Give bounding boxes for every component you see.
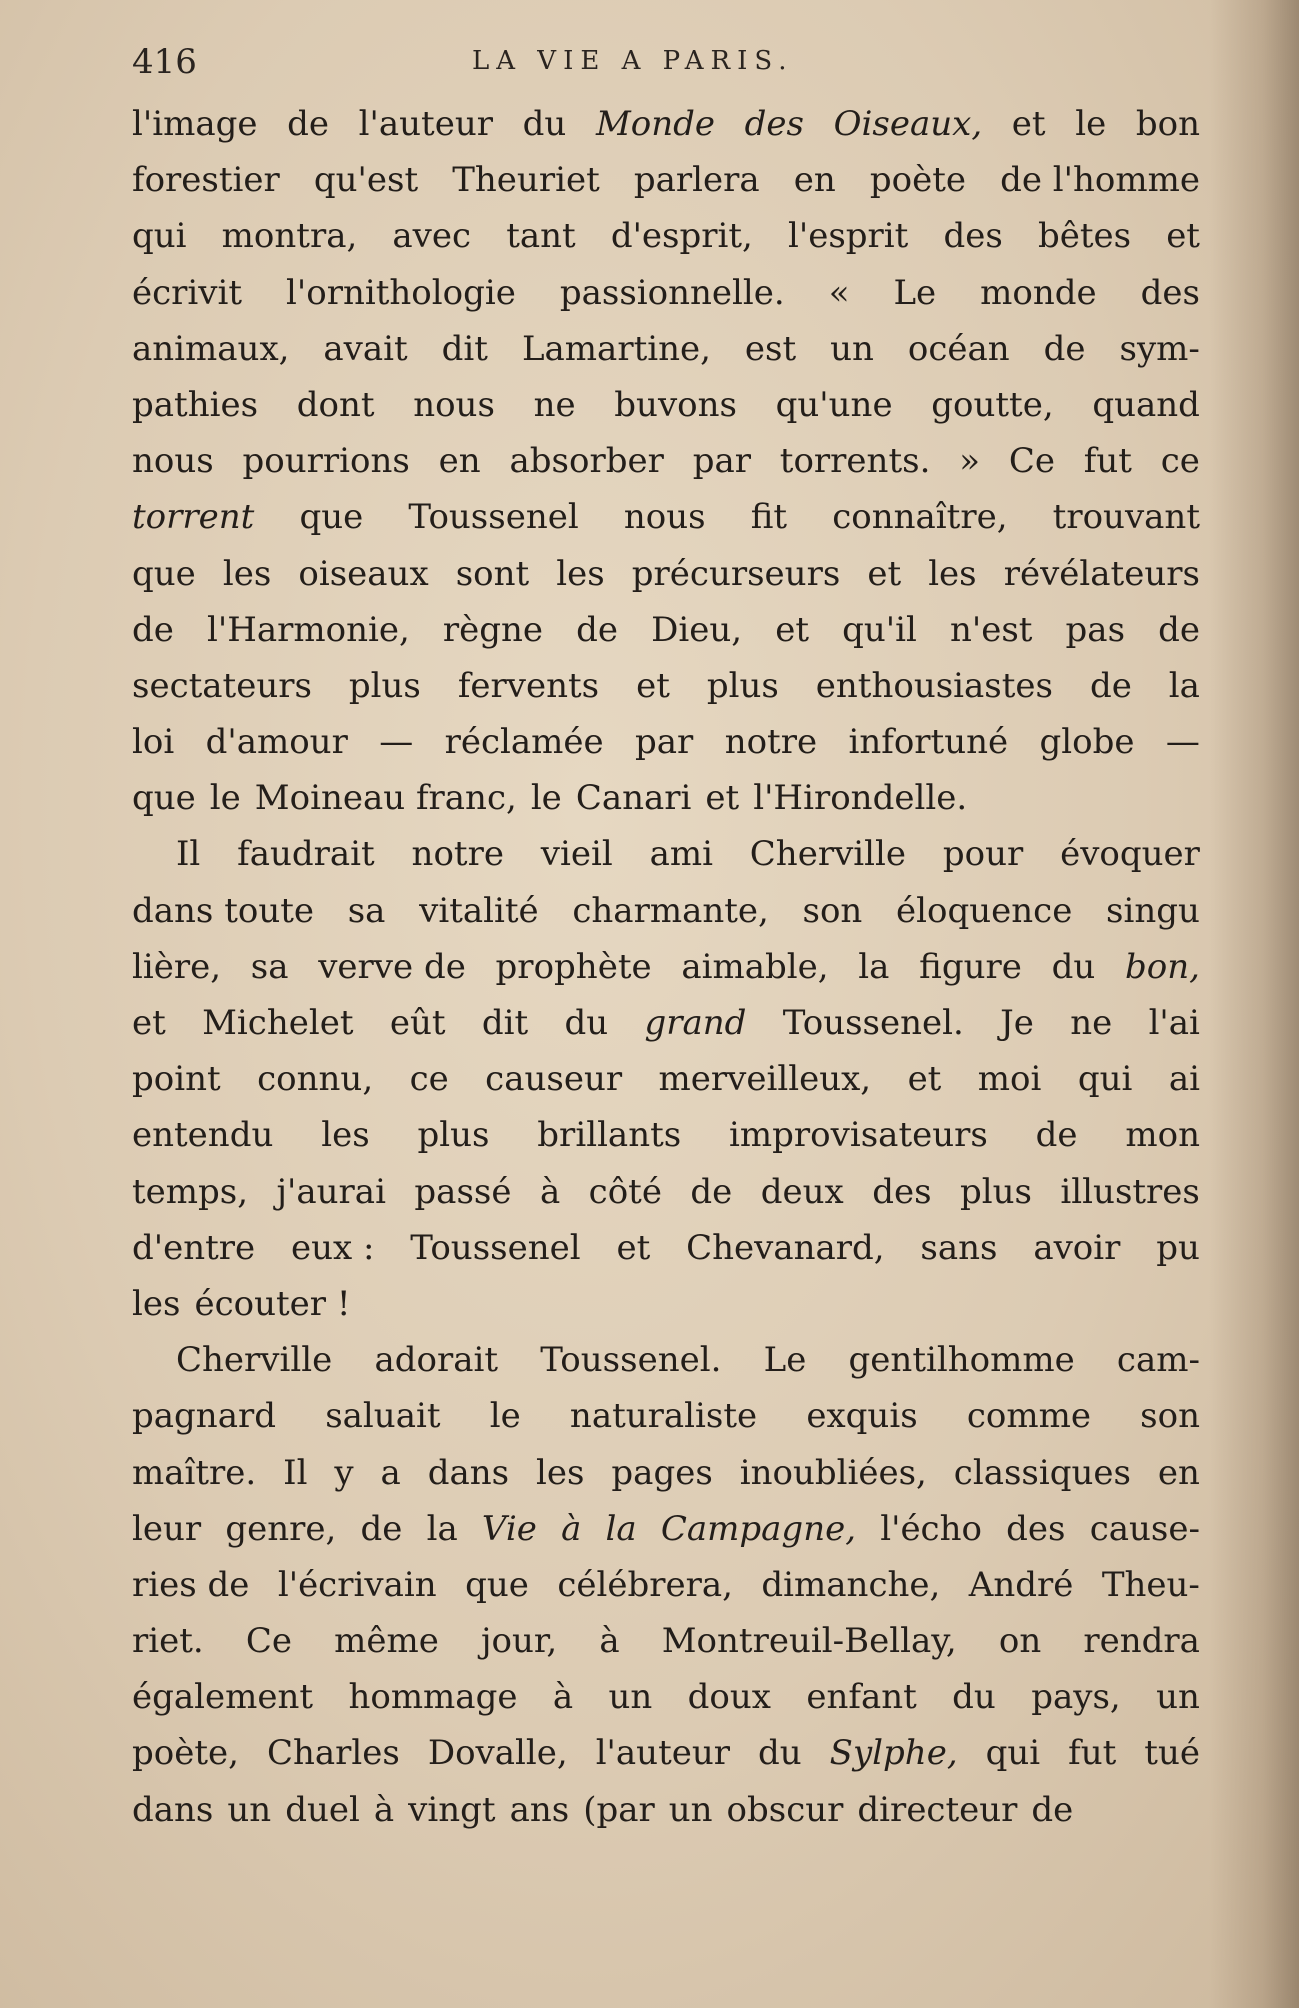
word: Le: [763, 1340, 807, 1381]
word: trouvant: [1052, 497, 1200, 538]
word: connaître,: [832, 497, 1008, 538]
word: les: [556, 553, 605, 594]
word: Toussenel: [410, 1227, 581, 1268]
word: faudrait: [237, 834, 375, 875]
text-line: [132, 1782, 1200, 1838]
text-line: [132, 1501, 1200, 1557]
word: brillants: [537, 1115, 682, 1156]
word: rendra: [1083, 1621, 1200, 1662]
word: avait: [323, 328, 408, 369]
word: des: [1006, 1508, 1066, 1549]
word: un: [227, 1789, 272, 1830]
word: du: [952, 1677, 996, 1718]
word: «: [828, 272, 850, 313]
text-line: [132, 826, 1200, 882]
word: comme: [966, 1396, 1091, 1437]
word: André: [968, 1564, 1074, 1605]
word: l'Harmonie,: [206, 609, 410, 650]
word: qui: [1077, 1059, 1133, 1100]
word: gentilhomme: [848, 1340, 1075, 1381]
word: on: [998, 1621, 1042, 1662]
word: monde: [980, 272, 1097, 313]
word: de l'homme: [1000, 160, 1200, 201]
word: d'esprit,: [610, 216, 753, 257]
word: côté: [588, 1171, 662, 1212]
word: dit: [481, 1003, 529, 1043]
word: pourrions: [242, 441, 410, 482]
word: j'aurai: [276, 1171, 386, 1212]
word: pas: [1065, 609, 1126, 650]
word: passé: [414, 1171, 512, 1212]
word: maître.: [132, 1452, 257, 1493]
text-line: [132, 1276, 1200, 1332]
text-line: [132, 1164, 1200, 1220]
word: riet.: [132, 1621, 204, 1662]
word: plus: [959, 1171, 1032, 1212]
word: notre: [411, 834, 504, 875]
word: Toussenel: [408, 497, 579, 538]
word: les: [132, 1283, 181, 1324]
text-line: [132, 1051, 1200, 1107]
word: Theu-: [1101, 1564, 1200, 1605]
text-line: [132, 1388, 1200, 1444]
word: Monde: [595, 104, 716, 144]
text-line: [132, 1107, 1200, 1163]
word: fut: [1083, 441, 1132, 482]
word: également: [132, 1677, 314, 1718]
word: de: [1158, 609, 1200, 650]
word: quand: [1092, 384, 1200, 425]
word: saluait: [325, 1396, 441, 1437]
word: tant: [506, 216, 576, 257]
word: ne: [533, 384, 576, 425]
paragraph: [132, 1332, 1200, 1838]
word: sa: [250, 946, 289, 987]
word: des: [943, 216, 1003, 257]
gutter-shadow: [1209, 0, 1299, 2008]
word: l'ai: [1148, 1003, 1200, 1043]
word: a: [380, 1452, 401, 1493]
word: »: [959, 441, 980, 482]
word: même: [334, 1621, 439, 1662]
word: connu,: [257, 1059, 374, 1100]
word: les: [321, 1115, 370, 1156]
word: de: [360, 1508, 403, 1549]
word: figure: [919, 946, 1022, 987]
word: eux :: [291, 1227, 375, 1268]
word: point: [132, 1059, 221, 1100]
word: nous: [132, 441, 214, 482]
word: notre: [724, 722, 818, 763]
word: Il: [176, 834, 201, 875]
word: à: [599, 1621, 620, 1662]
word: deux: [760, 1171, 844, 1212]
word: plus: [348, 665, 421, 706]
word: Dieu,: [651, 609, 743, 650]
word: dans: [427, 1452, 510, 1493]
word: Lamartine,: [521, 328, 711, 369]
word: son: [1140, 1396, 1200, 1437]
word: dit: [441, 328, 488, 369]
word: dont: [296, 384, 375, 425]
word: de: [1089, 665, 1132, 706]
word: l'auteur: [358, 104, 493, 144]
text-line: [132, 96, 1200, 152]
word: leur: [132, 1508, 202, 1549]
word: —: [1165, 722, 1200, 763]
word: qu'une: [775, 384, 893, 425]
word: buvons: [614, 384, 737, 425]
word: et: [132, 1003, 166, 1043]
word: eût: [389, 1003, 446, 1043]
word: l'Hirondelle.: [753, 778, 968, 819]
word: un: [830, 328, 874, 369]
word: que: [132, 778, 196, 819]
word: à: [373, 1789, 395, 1830]
word: Moineau franc,: [254, 778, 517, 819]
word: le: [530, 778, 562, 819]
word: hommage: [348, 1677, 518, 1718]
word: ne: [1070, 1003, 1113, 1043]
word: écouter !: [194, 1283, 351, 1324]
word: ce: [1160, 441, 1200, 482]
word: de: [576, 609, 619, 650]
word: prophète: [495, 946, 652, 987]
paragraph: [132, 826, 1200, 1332]
word: du: [758, 1733, 802, 1774]
word: du: [1051, 946, 1096, 987]
word: du: [522, 104, 567, 144]
word: jour,: [480, 1621, 558, 1662]
word: absorber: [509, 441, 664, 482]
word: enthousiastes: [815, 665, 1053, 706]
word: genre,: [225, 1508, 337, 1549]
word: et: [775, 609, 809, 650]
word: qu'il: [842, 609, 917, 650]
word: improvisateurs: [729, 1115, 988, 1156]
body-text: [132, 96, 1200, 1838]
word: ami: [649, 834, 713, 875]
word: sont: [455, 553, 530, 594]
text-line: [132, 1445, 1200, 1501]
text-line: [132, 1725, 1200, 1781]
word: un: [1156, 1677, 1200, 1718]
word: qui: [985, 1733, 1041, 1774]
word: Cherville: [176, 1340, 333, 1381]
word: est: [744, 328, 797, 369]
text-line: [132, 1557, 1200, 1613]
word: Toussenel.: [540, 1340, 722, 1381]
word: pagnard: [132, 1396, 276, 1437]
word: Charles: [266, 1733, 400, 1774]
word: écrivit: [132, 272, 243, 313]
word: vingt: [408, 1789, 496, 1830]
word: de: [1035, 1115, 1078, 1156]
word: duel: [285, 1789, 360, 1830]
paragraph: [132, 96, 1200, 826]
word: obscur: [726, 1789, 844, 1830]
word: le: [489, 1396, 521, 1437]
word: —: [379, 722, 414, 763]
word: ries de: [132, 1564, 250, 1605]
word: bon,: [1124, 946, 1200, 987]
word: poète: [869, 160, 967, 201]
word: et: [705, 778, 740, 819]
word: de: [690, 1171, 733, 1212]
word: des: [872, 1171, 932, 1212]
word: dans: [132, 1789, 214, 1830]
text-line: [132, 714, 1200, 770]
word: Canari: [575, 778, 692, 819]
word: les: [222, 553, 272, 594]
word: et: [907, 1059, 942, 1100]
word: nous: [623, 497, 706, 538]
text-line: [132, 883, 1200, 939]
word: dimanche,: [761, 1564, 941, 1605]
word: la: [605, 1508, 637, 1549]
running-head: [132, 36, 1192, 86]
word: de: [287, 104, 330, 144]
word: que: [299, 497, 364, 538]
word: d'entre: [132, 1227, 256, 1268]
word: illustres: [1060, 1171, 1200, 1212]
word: moi: [977, 1059, 1042, 1100]
word: un: [668, 1789, 713, 1830]
word: par: [635, 722, 694, 763]
word: nous: [413, 384, 495, 425]
word: loi: [132, 722, 175, 763]
word: enfant: [806, 1677, 917, 1718]
word: avoir: [1033, 1227, 1121, 1268]
word: Cherville: [749, 834, 907, 875]
word: d'amour: [205, 722, 348, 763]
text-line: [132, 1613, 1200, 1669]
word: que: [465, 1564, 529, 1605]
word: pages: [611, 1452, 713, 1493]
word: oiseaux: [298, 553, 429, 594]
word: Chevanard,: [686, 1227, 885, 1268]
word: des: [744, 104, 805, 144]
word: montra,: [221, 216, 358, 257]
word: et: [867, 553, 902, 594]
word: des: [1140, 272, 1200, 313]
running-title: LA VIE A PARIS.: [472, 46, 794, 76]
word: lière,: [132, 946, 222, 987]
word: en: [793, 160, 836, 201]
word: son: [802, 890, 863, 931]
word: sectateurs: [132, 665, 312, 706]
text-line: [132, 433, 1200, 489]
word: que: [132, 553, 196, 594]
word: aimable,: [681, 946, 829, 987]
text-line: [132, 489, 1200, 545]
word: en: [438, 441, 481, 482]
word: et: [636, 665, 670, 706]
word: évoquer: [1060, 834, 1200, 875]
word: avec: [392, 216, 472, 257]
word: les: [928, 553, 977, 594]
word: et: [1166, 216, 1200, 257]
word: poète,: [132, 1733, 239, 1774]
word: le: [209, 778, 241, 819]
word: singu: [1106, 890, 1200, 931]
word: merveilleux,: [658, 1059, 872, 1100]
word: torrents.: [779, 441, 931, 482]
word: pu: [1156, 1227, 1200, 1268]
word: Campagne,: [660, 1508, 857, 1549]
word: vitalité: [419, 890, 539, 931]
word: causeur: [485, 1059, 623, 1100]
word: vieil: [540, 834, 613, 875]
word: plus: [417, 1115, 490, 1156]
word: directeur: [857, 1789, 1018, 1830]
word: l'auteur: [595, 1733, 731, 1774]
word: qu'est: [313, 160, 419, 201]
word: du: [564, 1003, 609, 1043]
word: pathies: [132, 384, 259, 425]
word: de: [1043, 328, 1086, 369]
word: de: [1031, 1789, 1074, 1830]
text-line: [132, 152, 1200, 208]
word: passionnelle.: [559, 272, 785, 313]
word: mon: [1125, 1115, 1200, 1156]
word: l'esprit: [787, 216, 909, 257]
text-line: [132, 1332, 1200, 1388]
word: sa: [347, 890, 386, 931]
word: globe: [1039, 722, 1135, 763]
word: pays,: [1031, 1677, 1121, 1718]
word: Sylphe,: [829, 1733, 958, 1774]
text-line: [132, 995, 1200, 1051]
text-line: [132, 321, 1200, 377]
word: de: [132, 609, 174, 650]
word: infortuné: [848, 722, 1009, 763]
word: Vie: [481, 1508, 537, 1549]
word: la: [1168, 665, 1200, 706]
text-line: [132, 265, 1200, 321]
word: pour: [942, 834, 1024, 875]
text-line: [132, 939, 1200, 995]
text-line: [132, 1669, 1200, 1725]
word: à: [539, 1171, 561, 1212]
word: temps,: [132, 1171, 249, 1212]
word: entendu: [132, 1115, 274, 1156]
word: bêtes: [1037, 216, 1132, 257]
word: et: [1011, 104, 1046, 144]
word: l'écho: [880, 1508, 982, 1549]
word: Toussenel.: [782, 1003, 964, 1043]
word: ce: [409, 1059, 449, 1100]
word: l'écrivain: [277, 1564, 437, 1605]
word: charmante,: [572, 890, 769, 931]
text-line: [132, 1220, 1200, 1276]
word: forestier: [132, 160, 280, 201]
word: sans: [920, 1227, 998, 1268]
word: précurseurs: [631, 553, 841, 594]
word: grand: [644, 1003, 747, 1043]
word: la: [858, 946, 890, 987]
word: réclamée: [444, 722, 604, 763]
word: à: [552, 1677, 574, 1718]
word: qui: [132, 216, 187, 257]
word: éloquence: [896, 890, 1073, 931]
word: cause-: [1089, 1508, 1200, 1549]
text-line: [132, 658, 1200, 714]
word: un: [608, 1677, 653, 1718]
word: goutte,: [931, 384, 1054, 425]
word: verve de: [318, 946, 466, 987]
word: ai: [1168, 1059, 1200, 1100]
word: célébrera,: [557, 1564, 733, 1605]
word: Ce: [245, 1621, 292, 1662]
word: torrent: [132, 497, 255, 538]
word: animaux,: [132, 328, 290, 369]
word: exquis: [806, 1396, 918, 1437]
word: fut: [1068, 1733, 1117, 1774]
word: Je: [1000, 1003, 1034, 1043]
word: naturaliste: [569, 1396, 758, 1437]
word: les: [536, 1452, 585, 1493]
word: doux: [687, 1677, 771, 1718]
word: ans: [509, 1789, 570, 1830]
word: en: [1157, 1452, 1200, 1493]
word: révélateurs: [1003, 553, 1200, 594]
word: bon: [1135, 104, 1200, 144]
word: Oiseaux,: [833, 104, 983, 144]
word: Michelet: [202, 1003, 354, 1043]
word: n'est: [949, 609, 1033, 650]
word: plus: [706, 665, 779, 706]
word: Le: [893, 272, 937, 313]
word: Dovalle,: [427, 1733, 568, 1774]
word: inoubliées,: [739, 1452, 927, 1493]
word: océan: [907, 328, 1010, 369]
word: y: [334, 1452, 354, 1493]
word: cam-: [1116, 1340, 1200, 1381]
word: parlera: [633, 160, 760, 201]
word: la: [426, 1508, 458, 1549]
page-number: 416: [132, 42, 197, 82]
word: dans toute: [132, 890, 315, 931]
word: fervents: [457, 665, 600, 706]
word: Theuriet: [452, 160, 600, 201]
word: Il: [283, 1452, 308, 1493]
word: l'image: [132, 104, 258, 144]
text-line: [132, 602, 1200, 658]
word: fit: [750, 497, 788, 538]
word: par: [692, 441, 751, 482]
word: le: [1075, 104, 1107, 144]
text-line: [132, 208, 1200, 264]
text-line: [132, 377, 1200, 433]
word: (par: [583, 1789, 655, 1830]
word: l'ornithologie: [286, 272, 516, 313]
text-line: [132, 770, 1200, 826]
word: règne: [442, 609, 544, 650]
word: tué: [1144, 1733, 1200, 1774]
word: et: [616, 1227, 651, 1268]
word: Ce: [1008, 441, 1055, 482]
word: classiques: [953, 1452, 1131, 1493]
text-line: [132, 546, 1200, 602]
word: sym-: [1119, 328, 1200, 369]
word: adorait: [374, 1340, 499, 1381]
word: à: [561, 1508, 582, 1549]
word: Montreuil-Bellay,: [661, 1621, 957, 1662]
